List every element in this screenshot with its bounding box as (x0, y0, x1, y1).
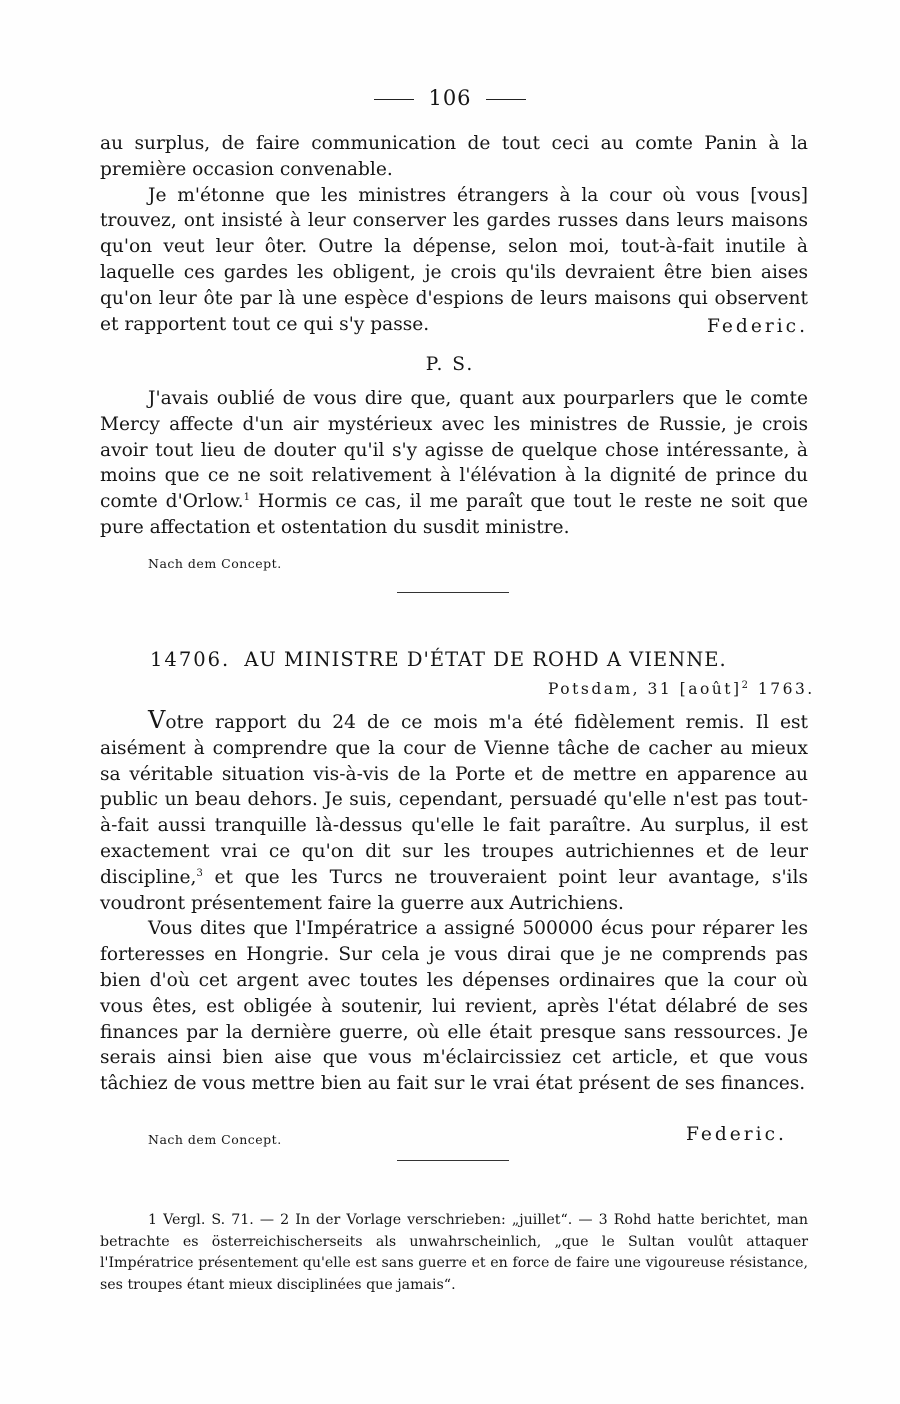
initial-letter: V (148, 706, 166, 734)
letter-body (100, 708, 808, 1097)
footnote-text: 1 Vergl. S. 71. — 2 In der Vorlage verschrieben: „juillet“. — 3 Rohd hatte berichtet, man betrachte es österreichischerseits als unwahrscheinlich, „que le Sultan voulût attaquer l'Impératrice présentement qu'elle est sans guerre et en force de faire une vigoureuse résistance, ses troupes étant mieux disciplinées que jamais“. (100, 1212, 808, 1293)
footnotes (100, 1210, 808, 1296)
paragraph: au surplus, de faire communication de tout ceci au comte Panin à la première occasion convenable. (100, 133, 808, 180)
page-number-dash-right (486, 99, 526, 100)
letter-heading (150, 648, 790, 671)
letter-number: 14706. (150, 648, 231, 671)
page-number (0, 86, 900, 110)
section-divider (397, 592, 509, 593)
paragraph-text: Je m'étonne que les ministres étrangers à la cour où vous [vous] trouvez, ont insisté à leur conserver les gardes russes dans leurs maisons qu'on veut leur ôter. Outre la dépense, selon moi, tout-à-fait inutile à laquelle ces gardes les obligent, je crois qu'ils devraient être bien aises qu'on leur ôte par là une espèce d'espions de leurs maisons qui observent et rapportent tout ce qui s'y passe. (100, 184, 808, 335)
source-note: Nach dem Concept. (148, 556, 282, 571)
paragraph-text: Hormis ce cas, il me paraît que tout le reste ne soit que pure affectation et ostentation du susdit ministre. (100, 491, 808, 538)
paragraph-text: et que les Turcs ne trouveraient point leur avantage, s'ils voudront présentement faire la guerre aux Autrichiens. (100, 866, 808, 914)
signature: Federic. (686, 1124, 787, 1145)
paragraph (100, 386, 808, 541)
footnote-ref: 2 (741, 679, 751, 691)
dateline (548, 680, 815, 698)
letter-end-text (100, 131, 808, 339)
source-note: Nach dem Concept. (148, 1132, 282, 1147)
footnote-divider (397, 1160, 509, 1161)
page-number-dash-left (374, 99, 414, 100)
paragraph (100, 708, 808, 916)
postscript-heading: P. S. (425, 354, 475, 375)
postscript-text (100, 386, 808, 541)
paragraph (100, 183, 808, 338)
footnote-ref: 3 (196, 867, 203, 879)
dateline-year: 1763. (750, 680, 815, 698)
footnote-ref: 1 (243, 492, 250, 503)
paragraph-text: J'avais oublié de vous dire que, quant aux pourparlers que le comte Mercy affecte d'un air mystérieux avec les ministres de Russie, je crois avoir tout lieu de douter qu'il s'y agisse de quelque chose intéressante, à moins que ce ne soit relativement à l'élévation à la dignité de prince du comte d'Orlow. (100, 388, 808, 513)
paragraph: Vous dites que l'Impératrice a assigné 500000 écus pour réparer les forteresses en Hongrie. Sur cela je vous dirai que je ne comprends pas bien d'où cet argent avec toutes les dépenses ordinaires que la cour où vous êtes, est obligée à soutenir, lui revient, après l'état délabré de ses finances par la dernière guerre, où elle était presque sans ressources. Je serais ainsi bien aise que vous m'éclaircissiez cet article, et que vous tâchiez de vous mettre bien au fait sur le vrai état présent de ses finances. (100, 918, 808, 1095)
page-number-text: 106 (428, 86, 472, 110)
signature: Federic. (707, 315, 808, 337)
dateline-text: Potsdam, 31 [août] (548, 680, 742, 698)
letter-title: AU MINISTRE D'ÉTAT DE ROHD A VIENNE. (244, 648, 727, 671)
paragraph-text: otre rapport du 24 de ce mois m'a été fidèlement remis. Il est aisément à comprendre que la cour de Vienne tâche de cacher au mieux sa véritable situation vis-à-vis de la Porte et de mettre en apparence au public un beau dehors. Je suis, cependant, persuadé qu'elle n'est pas tout-à-fait aussi tranquille là-dessus qu'elle le fait paraître. Au surplus, il est exactement vrai ce qu'on dit sur les troupes autrichiennes et de leur discipline, (100, 712, 808, 888)
